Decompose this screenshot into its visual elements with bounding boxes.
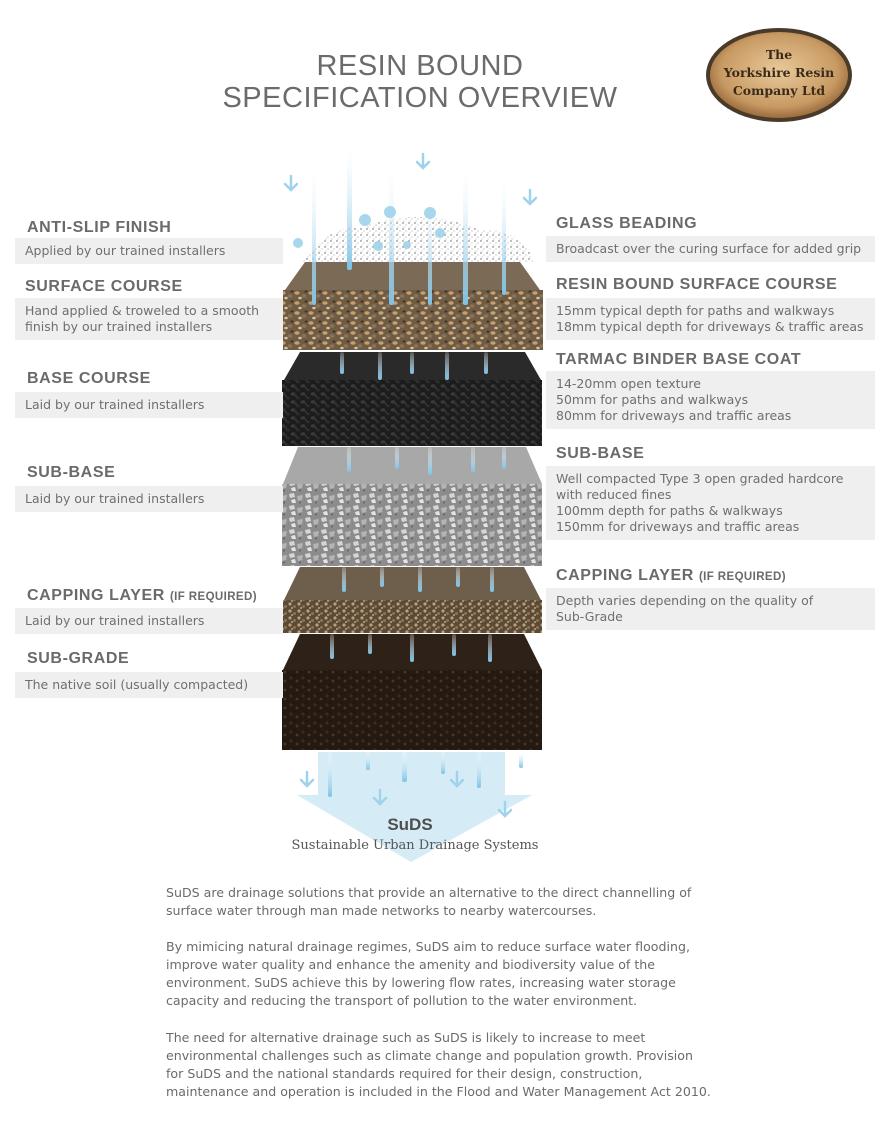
left-heading-capping-text: CAPPING LAYER (27, 587, 165, 604)
paragraph-1-line-1: SuDS are drainage solutions that provide an alternative to the direct channelling of (166, 885, 692, 900)
paragraph-2 (166, 938, 726, 1010)
logo-text-line2: Yorkshire Resin (723, 65, 835, 80)
right-box-sub-base (546, 466, 875, 540)
suds-title: SuDS (387, 815, 433, 834)
right-text-capping-1: Depth varies depending on the quality of (556, 593, 814, 608)
paragraph-3-line-4: maintenance and operation is included in the Flood and Water Management Act 2010. (166, 1084, 711, 1099)
right-text-sub-base-4: 150mm for driveways and traffic areas (556, 519, 800, 534)
page-title-line2: SPECIFICATION OVERVIEW (222, 82, 618, 114)
left-text-base-course: Laid by our trained installers (25, 397, 205, 412)
anti-slip-layer (300, 217, 535, 262)
left-box-sub-base (15, 486, 283, 512)
right-text-capping-2: Sub-Grade (556, 609, 623, 624)
paragraph-3-line-2: environmental challenges such as climate change and population growth. Provision (166, 1048, 693, 1063)
right-heading-sub-base: SUB-BASE (556, 445, 645, 462)
capping-layer-top (284, 567, 541, 600)
left-heading-capping (27, 587, 257, 605)
left-heading-sub-base: SUB-BASE (27, 464, 116, 481)
sub-base-block (282, 484, 542, 566)
right-heading-capping (556, 567, 786, 585)
right-heading-capping-suffix: (IF REQUIRED) (698, 571, 786, 583)
paragraph-2-line-1: By mimicing natural drainage regimes, SuDS aim to reduce surface water flooding, (166, 939, 690, 954)
right-text-resin-surface-2: 18mm typical depth for driveways & traffic areas (556, 319, 864, 334)
surface-course-top (285, 262, 540, 290)
capping-layer-block (283, 600, 542, 633)
right-text-glass-beading: Broadcast over the curing surface for added grip (556, 241, 862, 256)
right-heading-capping-text: CAPPING LAYER (556, 567, 694, 584)
paragraph-2-line-3: environment. SuDS achieve this by lowering flow rates, increasing water storage (166, 975, 676, 990)
left-text-capping: Laid by our trained installers (25, 613, 205, 628)
left-box-base-course (15, 392, 283, 418)
right-heading-tarmac: TARMAC BINDER BASE COAT (556, 351, 802, 368)
left-heading-anti-slip: ANTI-SLIP FINISH (27, 219, 172, 236)
left-heading-capping-suffix: (IF REQUIRED) (169, 591, 257, 603)
logo-text-line3: Company Ltd (732, 83, 826, 98)
right-heading-resin-surface: RESIN BOUND SURFACE COURSE (556, 276, 838, 293)
right-text-tarmac-3: 80mm for driveways and traffic areas (556, 408, 792, 423)
paragraph-3 (166, 1029, 726, 1101)
left-box-capping (15, 608, 283, 634)
right-text-tarmac-1: 14-20mm open texture (556, 376, 701, 391)
paragraph-2-line-4: capacity and reducing the transport of pollution to the water environment. (166, 993, 638, 1008)
paragraph-3-line-1: The need for alternative drainage such as SuDS is likely to increase to meet (166, 1030, 646, 1045)
sub-grade-block (282, 670, 542, 750)
left-box-surface-course (15, 298, 283, 340)
suds-subtitle: Sustainable Urban Drainage Systems (291, 838, 539, 853)
right-heading-glass-beading: GLASS BEADING (556, 215, 698, 232)
left-text-sub-grade: The native soil (usually compacted) (25, 677, 249, 692)
left-box-sub-grade (15, 672, 283, 698)
base-course-block (282, 380, 542, 446)
paragraph-3-line-3: for SuDS and the national standards required for their design, construction, (166, 1066, 643, 1081)
paragraph-1 (166, 884, 726, 920)
left-text-surface-course-2: finish by our trained installers (25, 319, 213, 334)
right-box-capping (546, 588, 875, 630)
page-title-line1: RESIN BOUND (316, 50, 524, 82)
right-box-glass-beading (546, 236, 875, 262)
left-box-anti-slip (15, 238, 283, 264)
right-box-tarmac (546, 371, 875, 429)
logo-text-line1: The (765, 47, 793, 62)
surface-course-block (283, 290, 543, 350)
right-text-tarmac-2: 50mm for paths and walkways (556, 392, 749, 407)
right-text-resin-surface-1: 15mm typical depth for paths and walkways (556, 303, 835, 318)
paragraph-1-line-2: surface water through man made networks to nearby watercourses. (166, 903, 597, 918)
left-text-surface-course-1: Hand applied & troweled to a smooth (25, 303, 260, 318)
left-heading-sub-grade: SUB-GRADE (27, 650, 130, 667)
left-heading-base-course: BASE COURSE (27, 370, 151, 387)
right-text-sub-base-2: with reduced fines (556, 487, 672, 502)
right-text-sub-base-1: Well compacted Type 3 open graded hardcore (556, 471, 844, 486)
right-text-sub-base-3: 100mm depth for paths & walkways (556, 503, 783, 518)
paragraph-2-line-2: improve water quality and enhance the amenity and biodiversity value of the (166, 957, 656, 972)
left-text-sub-base: Laid by our trained installers (25, 491, 205, 506)
rain-arrows (285, 154, 536, 204)
left-heading-surface-course: SURFACE COURSE (25, 278, 183, 295)
right-box-resin-surface (546, 298, 875, 340)
left-text-anti-slip: Applied by our trained installers (25, 243, 226, 258)
